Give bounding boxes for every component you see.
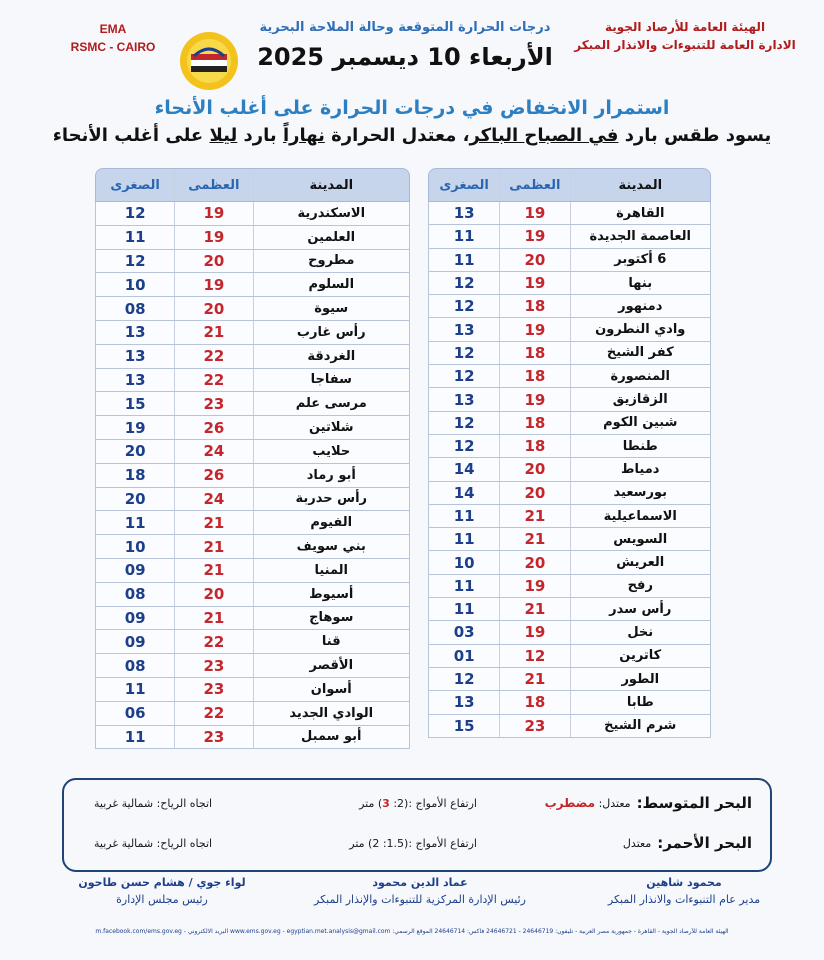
table-row — [95, 416, 410, 440]
min-temp-cell: 06 — [124, 704, 146, 723]
med-sea-name: البحر المتوسط: — [636, 794, 752, 812]
header-min: الصغرى — [110, 177, 160, 193]
min-temp-cell: 13 — [453, 693, 475, 712]
table-row — [95, 392, 410, 416]
city-cell: طنطا — [570, 435, 711, 457]
city-cell: سوهاج — [253, 607, 410, 630]
max-temp-cell: 21 — [499, 528, 569, 550]
table-row — [428, 225, 711, 248]
max-temp-cell: 21 — [499, 505, 569, 527]
min-temp-cell: 10 — [124, 537, 146, 556]
city-cell: المنصورة — [570, 365, 711, 387]
bulletin-subtitle: درجات الحرارة المتوقعة وحالة الملاحة البحرية — [259, 20, 551, 35]
table-row — [428, 505, 711, 528]
city-cell: بنها — [570, 272, 711, 294]
max-temp-cell: 12 — [499, 645, 569, 667]
city-cell: أسوان — [253, 678, 410, 701]
table-row — [95, 369, 410, 393]
city-cell: رأس غارب — [253, 321, 410, 344]
min-temp-cell: 11 — [453, 507, 475, 525]
table-row — [95, 464, 410, 488]
max-temp-cell: 21 — [174, 607, 252, 630]
table-row — [428, 295, 711, 318]
max-temp-cell: 18 — [499, 691, 569, 713]
max-temp-cell: 18 — [499, 435, 569, 457]
city-cell: مرسى علم — [253, 392, 410, 415]
max-temp-cell: 23 — [174, 392, 252, 415]
max-temp-cell: 22 — [174, 630, 252, 653]
table-row — [428, 412, 711, 435]
min-temp-cell: 03 — [453, 623, 475, 642]
city-cell: الأقصر — [253, 654, 410, 677]
header-max: العظمى — [499, 169, 569, 201]
table-row — [95, 654, 410, 678]
max-temp-cell: 19 — [174, 226, 252, 249]
city-cell: شبين الكوم — [570, 412, 711, 434]
table-row — [95, 511, 410, 535]
min-temp-cell: 08 — [124, 299, 146, 318]
max-temp-cell: 19 — [499, 575, 569, 597]
table-row — [428, 621, 711, 644]
city-cell: الغردقة — [253, 345, 410, 368]
headline-part-underlined: ليلا — [209, 125, 238, 146]
mediterranean-row — [84, 794, 752, 812]
city-cell: شلاتين — [253, 416, 410, 439]
max-temp-cell: 19 — [499, 388, 569, 410]
max-temp-cell: 21 — [174, 559, 252, 582]
signer-name: لواء جوي / هشام حسن طاحون — [78, 876, 246, 889]
table-row — [428, 551, 711, 574]
ema-logo-icon — [178, 30, 240, 92]
headline-part: بارد — [237, 125, 283, 146]
table-row — [428, 715, 711, 738]
table-row — [428, 458, 711, 481]
min-temp-cell: 09 — [124, 632, 146, 651]
signer-name: عماد الدين محمود — [372, 876, 468, 889]
min-temp-cell: 12 — [124, 251, 146, 270]
signer-title: مدير عام التنبوءات والانذار المبكر — [607, 893, 761, 906]
table-row — [428, 482, 711, 505]
city-cell: العاصمة الجديدة — [570, 225, 711, 247]
min-temp-cell: 11 — [124, 228, 146, 247]
min-temp-cell: 11 — [124, 727, 146, 746]
header-max: العظمى — [174, 169, 252, 201]
table-row — [428, 249, 711, 272]
city-cell: سيوة — [253, 297, 410, 320]
max-temp-cell: 18 — [499, 295, 569, 317]
max-temp-cell: 20 — [174, 250, 252, 273]
min-temp-cell: 12 — [453, 297, 475, 316]
min-temp-cell: 13 — [453, 390, 475, 409]
max-temp-cell: 22 — [174, 345, 252, 368]
city-cell: أسيوط — [253, 583, 410, 606]
city-cell: الاسماعيلية — [570, 505, 711, 527]
med-waves-label: ارتفاع الأمواج :( — [404, 796, 477, 810]
med-state-label: معتدل: — [598, 797, 631, 810]
max-temp-cell: 23 — [174, 726, 252, 749]
max-temp-cell: 19 — [174, 202, 252, 225]
table-row — [95, 583, 410, 607]
header-city: المدينة — [570, 169, 711, 201]
city-cell: المنيا — [253, 559, 410, 582]
max-temp-cell: 19 — [174, 273, 252, 296]
min-temp-cell: 15 — [453, 716, 475, 735]
min-temp-cell: 13 — [124, 347, 146, 366]
signature-right — [584, 874, 784, 908]
headline-summary — [0, 125, 824, 146]
min-temp-cell: 08 — [124, 656, 146, 675]
med-waves — [359, 797, 477, 810]
city-cell: الوادي الجديد — [253, 702, 410, 725]
max-temp-cell: 26 — [174, 416, 252, 439]
org-code-header — [58, 20, 168, 56]
table-row — [428, 691, 711, 714]
max-temp-cell: 21 — [174, 511, 252, 534]
max-temp-cell: 20 — [174, 583, 252, 606]
min-temp-cell: 01 — [453, 646, 475, 665]
table-row — [95, 297, 410, 321]
max-temp-cell: 20 — [499, 458, 569, 480]
headline-part-underlined: نهاراً — [282, 125, 325, 146]
min-temp-cell: 13 — [124, 323, 146, 342]
max-temp-cell: 19 — [499, 202, 569, 224]
min-temp-cell: 11 — [124, 680, 146, 699]
table-row — [428, 202, 711, 225]
min-temp-cell: 09 — [124, 608, 146, 627]
min-temp-cell: 11 — [124, 513, 146, 532]
med-wind: اتجاه الرياح: شمالية غربية — [94, 796, 213, 810]
city-cell: رأس سدر — [570, 598, 711, 620]
city-cell: كفر الشيخ — [570, 342, 711, 364]
min-temp-cell: 10 — [124, 275, 146, 294]
city-cell: بورسعيد — [570, 482, 711, 504]
city-cell: دمياط — [570, 458, 711, 480]
min-temp-cell: 14 — [453, 460, 475, 479]
table-row — [428, 318, 711, 341]
max-temp-cell: 23 — [174, 678, 252, 701]
city-cell: أبو رماد — [253, 464, 410, 487]
sea-conditions-box — [62, 778, 772, 872]
headline-part-underlined: في الصباح الباكر — [469, 125, 619, 146]
max-temp-cell: 19 — [499, 318, 569, 340]
min-temp-cell: 09 — [124, 561, 146, 580]
max-temp-cell: 20 — [499, 482, 569, 504]
med-waves-sep: : — [393, 796, 398, 810]
table-row — [95, 630, 410, 654]
table-row — [95, 321, 410, 345]
table-row — [95, 702, 410, 726]
min-temp-cell: 11 — [453, 250, 475, 269]
max-temp-cell: 22 — [174, 369, 252, 392]
city-cell: سفاجا — [253, 369, 410, 392]
max-temp-cell: 19 — [499, 272, 569, 294]
table-row — [95, 535, 410, 559]
table-row — [428, 272, 711, 295]
header-city: المدينة — [253, 169, 410, 201]
signer-name: محمود شاهين — [646, 876, 722, 889]
max-temp-cell: 18 — [499, 342, 569, 364]
red-wind: اتجاه الرياح: شمالية غربية — [94, 836, 213, 850]
red-waves: ارتفاع الأمواج :(1.5: 2) متر — [349, 836, 477, 850]
max-temp-cell: 21 — [174, 535, 252, 558]
city-cell: أبو سمبل — [253, 726, 410, 749]
city-cell: رأس حدربة — [253, 488, 410, 511]
footer-contact: الهيئة العامة للأرصاد الجوية - القاهرة - جمهورية مصر العربية - تليفون: 24646719 - 24646721 فاكس: 24646714 الموقع الرسمي: www.ems.gov.eg - egyptian.met.analysis@gmail.com البريد الالكتروني - m.facebook.com/ems.gov.eg — [95, 928, 729, 935]
table-row — [95, 273, 410, 297]
org-code1: EMA — [99, 22, 127, 36]
min-temp-cell: 12 — [453, 343, 475, 362]
city-cell: الطور — [570, 668, 711, 690]
city-cell: القاهرة — [570, 202, 711, 224]
city-cell: بني سويف — [253, 535, 410, 558]
table-row — [95, 678, 410, 702]
city-cell: شرم الشيخ — [570, 715, 711, 737]
city-cell: الزقازيق — [570, 388, 711, 410]
red-sea-row — [84, 834, 752, 852]
table-row — [428, 645, 711, 668]
max-temp-cell: 26 — [174, 464, 252, 487]
min-temp-cell: 11 — [453, 576, 475, 595]
bulletin-date: الأربعاء 10 ديسمبر 2025 — [257, 43, 553, 71]
headline-main: استمرار الانخفاض في درجات الحرارة على أغلب الأنحاء — [154, 97, 670, 119]
min-temp-cell: 13 — [453, 204, 475, 223]
min-temp-cell: 11 — [453, 530, 475, 549]
table-row — [428, 598, 711, 621]
max-temp-cell: 23 — [499, 715, 569, 737]
bulletin-title-block — [245, 20, 565, 71]
min-temp-cell: 11 — [453, 227, 475, 246]
min-temp-cell: 20 — [124, 442, 146, 461]
org-code2: RSMC - CAIRO — [70, 40, 156, 54]
max-temp-cell: 23 — [174, 654, 252, 677]
table-row — [95, 250, 410, 274]
max-temp-cell: 21 — [499, 598, 569, 620]
table-row — [95, 726, 410, 750]
city-cell: طابا — [570, 691, 711, 713]
city-cell: الاسكندرية — [253, 202, 410, 225]
city-cell: الفيوم — [253, 511, 410, 534]
min-temp-cell: 20 — [124, 489, 146, 508]
table-row — [428, 365, 711, 388]
med-state-value: مضطرب — [544, 796, 596, 810]
table-row — [95, 226, 410, 250]
signature-middle — [300, 874, 540, 908]
red-sea-state: معتدل — [622, 836, 652, 850]
min-temp-cell: 08 — [124, 585, 146, 604]
max-temp-cell: 19 — [499, 225, 569, 247]
city-cell: حلايب — [253, 440, 410, 463]
table-row — [95, 345, 410, 369]
table-row — [428, 342, 711, 365]
city-cell: السلوم — [253, 273, 410, 296]
table-row — [95, 607, 410, 631]
max-temp-cell: 18 — [499, 412, 569, 434]
max-temp-cell: 21 — [499, 668, 569, 690]
temperature-table-right — [428, 168, 711, 738]
table-row — [428, 435, 711, 458]
signature-left — [62, 874, 262, 908]
headline-part: على أغلب الأنحاء — [52, 125, 210, 146]
city-cell: العريش — [570, 551, 711, 573]
header-min: الصغرى — [439, 177, 489, 193]
table-header — [428, 168, 711, 202]
med-waves-a: 2 — [397, 796, 405, 810]
min-temp-cell: 19 — [124, 418, 146, 437]
table-row — [95, 488, 410, 512]
min-temp-cell: 12 — [453, 367, 475, 386]
med-sea-state — [545, 796, 631, 810]
med-waves-unit: ) متر — [359, 796, 383, 810]
min-temp-cell: 18 — [124, 466, 146, 485]
min-temp-cell: 12 — [453, 274, 475, 293]
headline-part: يسود طقس بارد — [618, 125, 772, 146]
org-line1: الهيئة العامة للأرصاد الجوية — [604, 20, 766, 34]
max-temp-cell: 24 — [174, 488, 252, 511]
city-cell: قنا — [253, 630, 410, 653]
max-temp-cell: 20 — [499, 249, 569, 271]
city-cell: مطروح — [253, 250, 410, 273]
min-temp-cell: 10 — [453, 553, 475, 572]
min-temp-cell: 14 — [453, 483, 475, 502]
red-sea-name: البحر الأحمر: — [657, 834, 752, 852]
min-temp-cell: 13 — [124, 370, 146, 389]
min-temp-cell: 12 — [453, 413, 475, 432]
city-cell: العلمين — [253, 226, 410, 249]
max-temp-cell: 21 — [174, 321, 252, 344]
temperature-table-left — [95, 168, 410, 749]
table-row — [428, 528, 711, 551]
table-row — [95, 202, 410, 226]
max-temp-cell: 20 — [499, 551, 569, 573]
min-temp-cell: 13 — [453, 320, 475, 339]
table-row — [95, 440, 410, 464]
org-line2: الادارة العامة للتنبوءات والانذار المبكر — [574, 38, 796, 52]
max-temp-cell: 24 — [174, 440, 252, 463]
min-temp-cell: 12 — [124, 204, 146, 223]
table-row — [428, 668, 711, 691]
city-cell: كاترين — [570, 645, 711, 667]
signer-title: رئيس مجلس الإدارة — [116, 893, 208, 906]
min-temp-cell: 11 — [453, 600, 475, 619]
med-waves-b: 3 — [382, 796, 390, 810]
city-cell: 6 أكتوبر — [570, 249, 711, 271]
organization-header — [570, 18, 800, 54]
headline-part: ، معتدل الحرارة — [324, 125, 470, 146]
signer-title: رئيس الإدارة المركزية للتنبوءات والإنذار المبكر — [314, 893, 526, 906]
table-row — [428, 575, 711, 598]
table-row — [428, 388, 711, 411]
city-cell: نخل — [570, 621, 711, 643]
max-temp-cell: 22 — [174, 702, 252, 725]
city-cell: رفح — [570, 575, 711, 597]
table-row — [95, 559, 410, 583]
min-temp-cell: 15 — [124, 394, 146, 413]
max-temp-cell: 18 — [499, 365, 569, 387]
city-cell: دمنهور — [570, 295, 711, 317]
max-temp-cell: 20 — [174, 297, 252, 320]
city-cell: السويس — [570, 528, 711, 550]
table-header — [95, 168, 410, 202]
min-temp-cell: 12 — [453, 670, 475, 689]
max-temp-cell: 19 — [499, 621, 569, 643]
city-cell: وادي النطرون — [570, 318, 711, 340]
min-temp-cell: 12 — [453, 437, 475, 456]
